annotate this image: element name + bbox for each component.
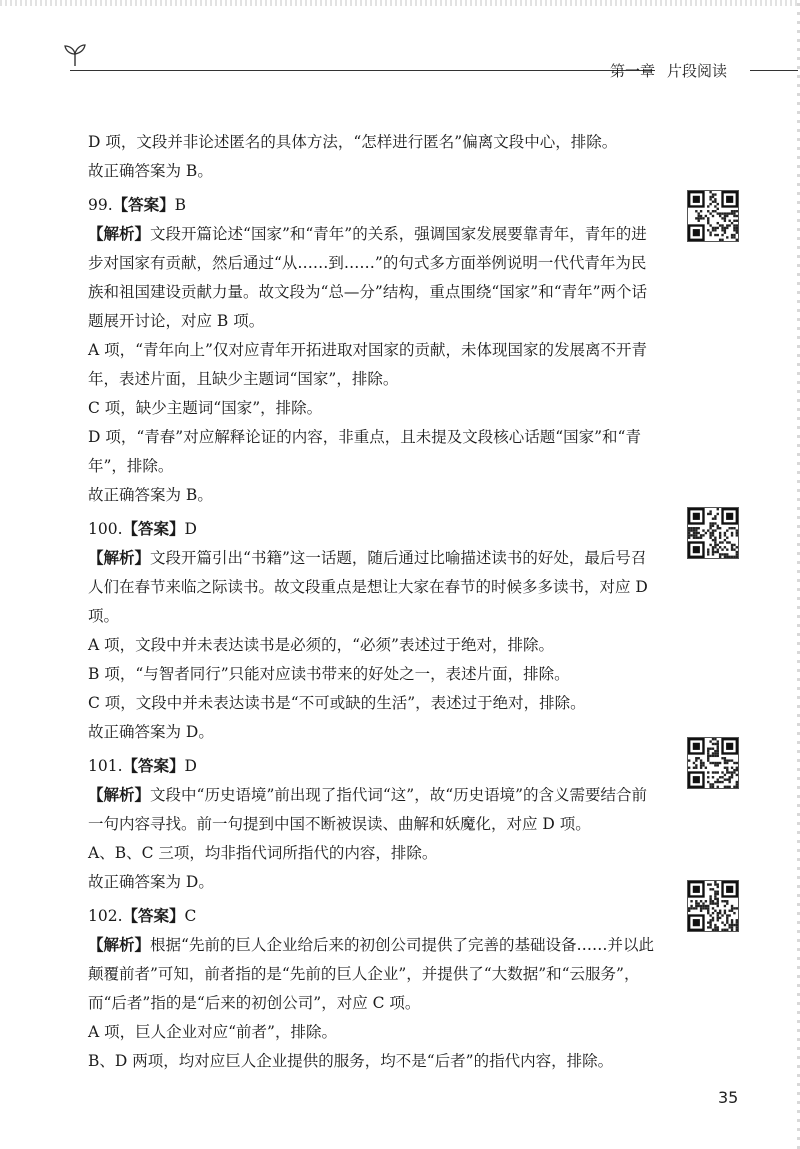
answer-value: D xyxy=(184,757,197,775)
qr-code-icon[interactable] xyxy=(687,880,739,932)
option-analysis: D 项，“青春”对应解释论证的内容，非重点，且未提及文段核心话题“国家”和“青年”，排除。 xyxy=(88,428,641,475)
answer-label: 【答案】 xyxy=(112,196,175,214)
answer-line-102 xyxy=(88,901,660,931)
sprout-icon xyxy=(62,42,88,68)
answer-line-101 xyxy=(88,751,660,781)
question-number: 102. xyxy=(88,907,123,925)
analysis-label: 【解析】 xyxy=(88,936,151,954)
option-analysis: B、D 两项，均对应巨人企业提供的服务，均不是“后者”的指代内容，排除。 xyxy=(88,1052,614,1070)
analysis-paragraph xyxy=(88,544,660,631)
section-label: 片段阅读 xyxy=(667,62,728,80)
option-analysis: B 项，“与智者同行”只能对应读书带来的好处之一，表述片面，排除。 xyxy=(88,665,570,683)
analysis-text: 文段中“历史语境”前出现了指代词“这”，故“历史语境”的含义需要结合前一句内容寻找。前一句提到中国不断被误读、曲解和妖魔化，对应 D 项。 xyxy=(88,786,648,833)
analysis-paragraph xyxy=(88,781,660,839)
answer-value: B xyxy=(174,196,187,214)
question-number: 101. xyxy=(88,757,123,775)
analysis-text: 文段开篇论述“国家”和“青年”的关系，强调国家发展要靠青年，青年的进步对国家有贡献，然后通过“从……到……”的句式多方面举例说明一代代青年为民族和祖国建设贡献力量。故文段为“总—分”结构，重点围绕“国家”和“青年”两个话题展开讨论，对应 B 项。 xyxy=(88,225,648,330)
conclusion: 故正确答案为 D。 xyxy=(88,873,214,891)
option-analysis: A 项，巨人企业对应“前者”，排除。 xyxy=(88,1023,337,1041)
answer-value: C xyxy=(184,907,197,925)
analysis-text: 根据“先前的巨人企业给后来的初创公司提供了完善的基础设备……并以此颠覆前者”可知，前者指的是“先前的巨人企业”，并提供了“大数据”和“云服务”，而“后者”指的是“后来的初创公司”，对应 C 项。 xyxy=(88,936,654,1012)
qr-code-icon[interactable] xyxy=(687,737,739,789)
answer-value: D xyxy=(184,520,197,538)
header-rule-end xyxy=(750,70,798,71)
qr-code-icon[interactable] xyxy=(687,507,739,559)
option-analysis: C 项，缺少主题词“国家”，排除。 xyxy=(88,399,323,417)
analysis-label: 【解析】 xyxy=(88,549,151,567)
analysis-label: 【解析】 xyxy=(88,225,151,243)
question-number: 99. xyxy=(88,196,113,214)
answer-line-99 xyxy=(88,190,660,220)
chapter-label: 第一章 xyxy=(610,62,656,80)
conclusion: 故正确答案为 D。 xyxy=(88,723,214,741)
analysis-text: 文段开篇引出“书籍”这一话题，随后通过比喻描述读书的好处，最后号召人们在春节来临之际读书。故文段重点是想让大家在春节的时候多多读书，对应 D 项。 xyxy=(88,549,648,625)
qr-code-icon[interactable] xyxy=(687,190,739,242)
option-analysis: C 项，文段中并未表达读书是“不可或缺的生活”，表述过于绝对，排除。 xyxy=(88,694,586,712)
answer-label: 【答案】 xyxy=(122,757,185,775)
paragraph: 故正确答案为 B。 xyxy=(88,162,213,180)
answer-label: 【答案】 xyxy=(122,907,185,925)
conclusion: 故正确答案为 B。 xyxy=(88,486,213,504)
answer-label: 【答案】 xyxy=(122,520,185,538)
analysis-label: 【解析】 xyxy=(88,786,151,804)
paragraph: D 项，文段并非论述匿名的具体方法，“怎样进行匿名”偏离文段中心，排除。 xyxy=(88,133,618,151)
option-analysis: A、B、C 三项，均非指代词所指代的内容，排除。 xyxy=(88,844,438,862)
option-analysis: A 项，文段中并未表达读书是必须的，“必须”表述过于绝对，排除。 xyxy=(88,636,554,654)
header-rule xyxy=(70,70,655,71)
question-number: 100. xyxy=(88,520,123,538)
analysis-paragraph xyxy=(88,931,660,1018)
header-chapter-title xyxy=(610,60,739,81)
page-number: 35 xyxy=(718,1088,739,1107)
analysis-paragraph xyxy=(88,220,660,336)
scan-noise-top xyxy=(0,0,800,6)
option-analysis: A 项，“青年向上”仅对应青年开拓进取对国家的贡献，未体现国家的发展离不开青年，表述片面，且缺少主题词“国家”，排除。 xyxy=(88,341,647,388)
page-body xyxy=(88,128,660,1076)
answer-line-100 xyxy=(88,514,660,544)
page-header xyxy=(62,40,800,80)
